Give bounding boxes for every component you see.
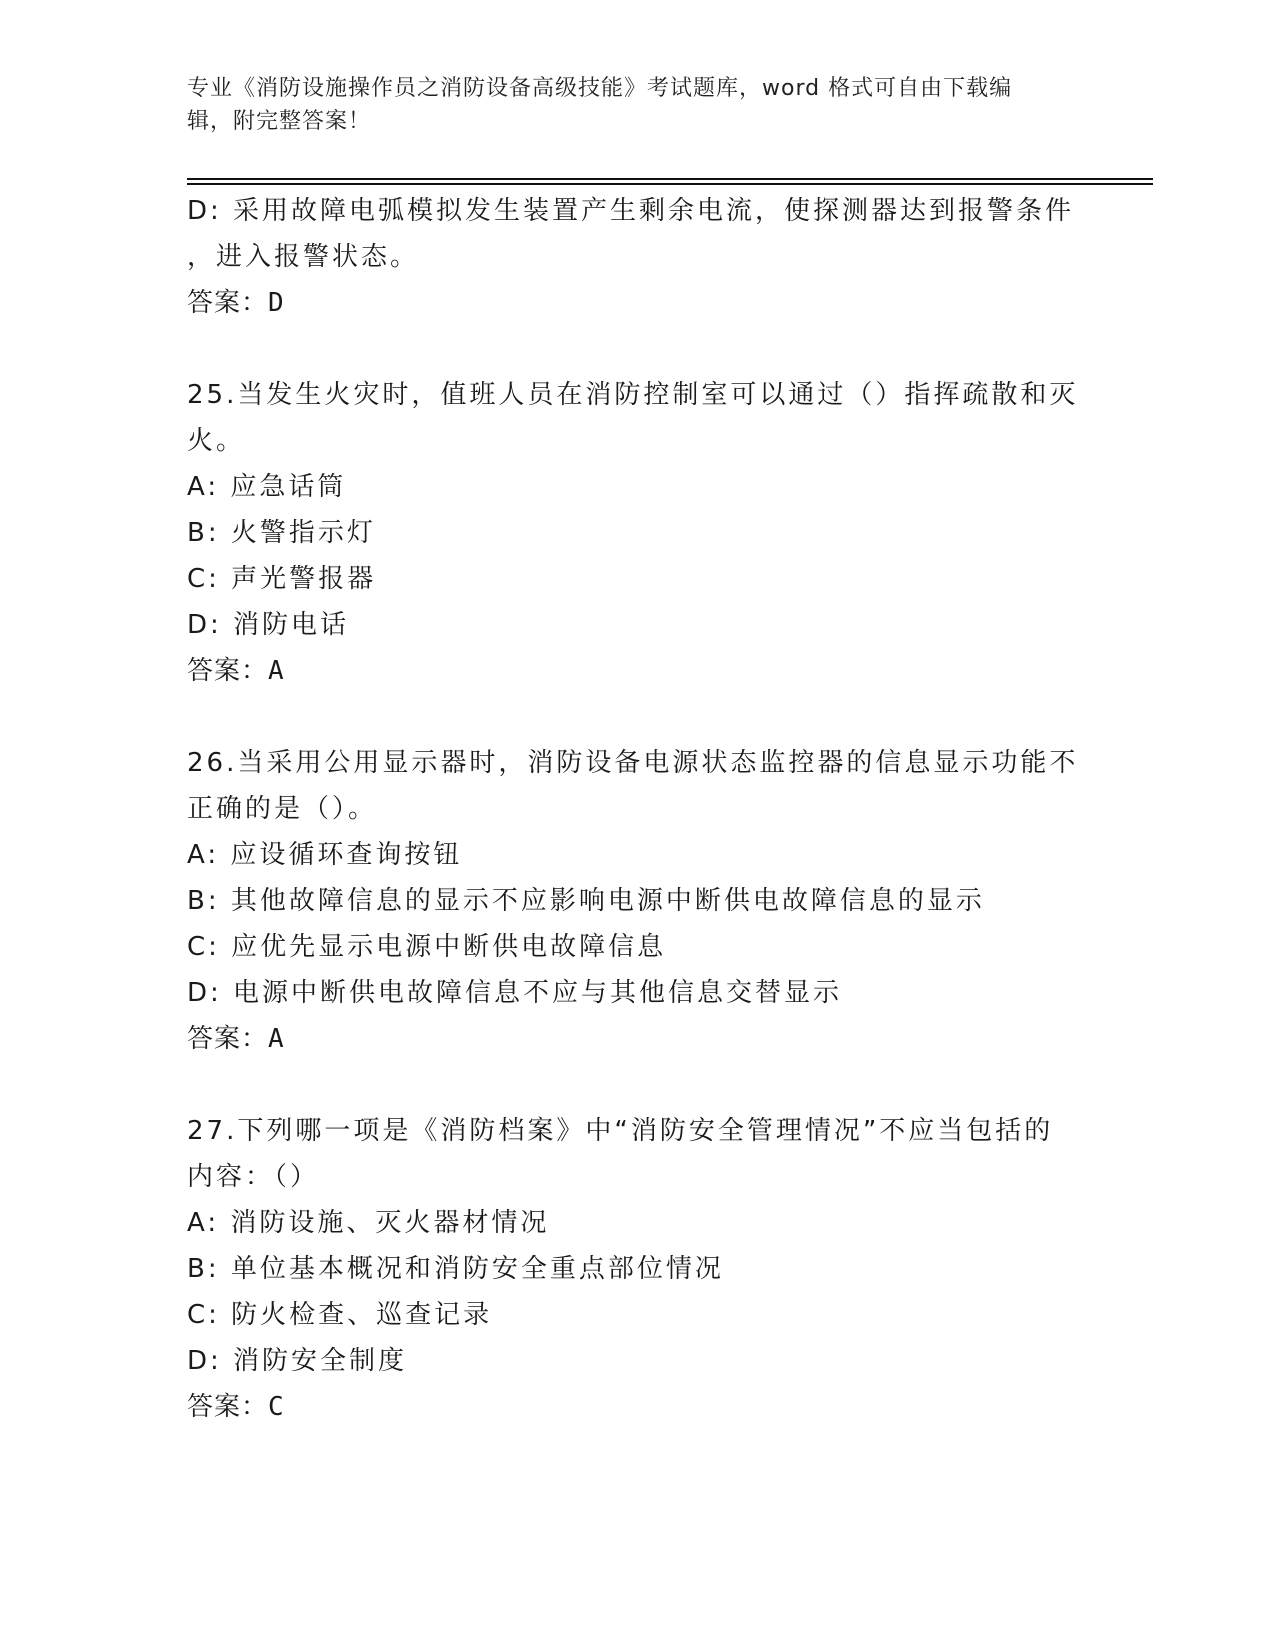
answer-line: 答案：D bbox=[187, 288, 285, 318]
spacer bbox=[187, 694, 1087, 740]
question-title-line-2: 内容：（） bbox=[187, 1162, 320, 1192]
question-content bbox=[187, 188, 1087, 1430]
option-a: A: 应设循环查询按钮 bbox=[187, 840, 463, 870]
header-divider-top bbox=[187, 178, 1153, 180]
question-25 bbox=[187, 372, 1087, 694]
spacer bbox=[187, 1062, 1087, 1108]
option-d: D: 消防电话 bbox=[187, 610, 350, 640]
header-line-1: 专业《消防设施操作员之消防设备高级技能》考试题库，word 格式可自由下载编 bbox=[187, 76, 1013, 101]
option-c: C: 声光警报器 bbox=[187, 564, 377, 594]
question-title-line-1: 26.当采用公用显示器时，消防设备电源状态监控器的信息显示功能不 bbox=[187, 748, 1079, 778]
option-d: D: 消防安全制度 bbox=[187, 1346, 408, 1376]
option-d-line-1: D: 采用故障电弧模拟发生装置产生剩余电流，使探测器达到报警条件 bbox=[187, 196, 1075, 226]
answer-line: 答案：A bbox=[187, 656, 285, 686]
question-fragment bbox=[187, 188, 1087, 326]
option-c: C: 防火检查、巡查记录 bbox=[187, 1300, 493, 1330]
option-b: B: 单位基本概况和消防安全重点部位情况 bbox=[187, 1254, 724, 1284]
spacer bbox=[187, 326, 1087, 372]
question-title-line-2: 火。 bbox=[187, 426, 246, 456]
answer-line: 答案：C bbox=[187, 1392, 285, 1422]
option-c: C: 应优先显示电源中断供电故障信息 bbox=[187, 932, 667, 962]
question-title-line-2: 正确的是（）。 bbox=[187, 794, 378, 824]
question-title-line-1: 25.当发生火灾时，值班人员在消防控制室可以通过（）指挥疏散和灭 bbox=[187, 380, 1079, 410]
page-header bbox=[187, 72, 1087, 138]
question-title-line-1: 27.下列哪一项是《消防档案》中“消防安全管理情况”不应当包括的 bbox=[187, 1116, 1054, 1146]
option-a: A: 消防设施、灭火器材情况 bbox=[187, 1208, 550, 1238]
header-divider-bottom bbox=[187, 183, 1153, 185]
answer-line: 答案：A bbox=[187, 1024, 285, 1054]
question-27 bbox=[187, 1108, 1087, 1430]
option-b: B: 火警指示灯 bbox=[187, 518, 376, 548]
option-d-line-2: ，进入报警状态。 bbox=[187, 242, 420, 272]
header-line-2: 辑，附完整答案！ bbox=[187, 109, 372, 134]
option-a: A: 应急话筒 bbox=[187, 472, 347, 502]
option-d: D: 电源中断供电故障信息不应与其他信息交替显示 bbox=[187, 978, 843, 1008]
option-b: B: 其他故障信息的显示不应影响电源中断供电故障信息的显示 bbox=[187, 886, 985, 916]
question-26 bbox=[187, 740, 1087, 1062]
